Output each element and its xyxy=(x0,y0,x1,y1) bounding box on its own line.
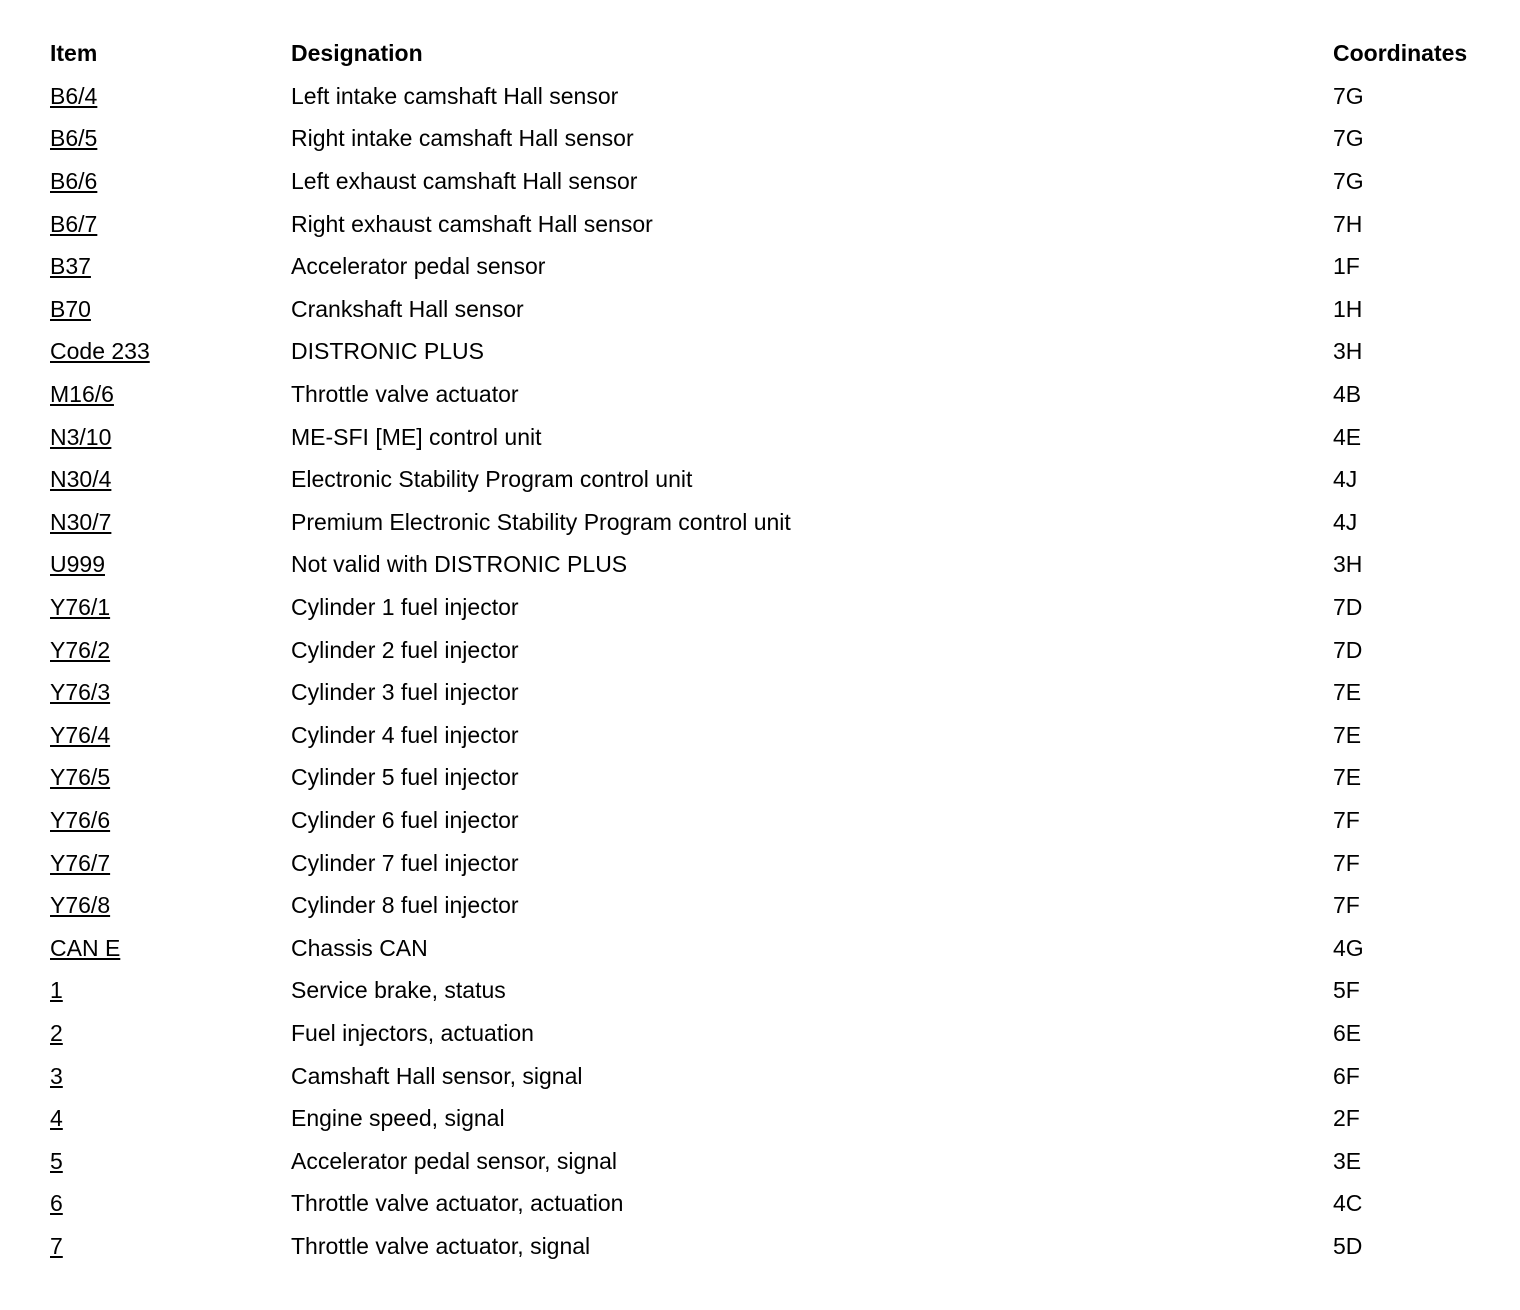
table-row xyxy=(50,799,1490,842)
coordinates-cell: 4G xyxy=(1333,934,1364,961)
item-link[interactable]: B6/7 xyxy=(50,210,98,237)
item-link[interactable]: B6/4 xyxy=(50,82,98,109)
item-cell xyxy=(50,1054,291,1097)
designation-cell: Right exhaust camshaft Hall sensor xyxy=(291,210,653,237)
coordinates-cell: 5D xyxy=(1333,1232,1363,1259)
item-link[interactable]: B70 xyxy=(50,295,91,322)
item-link[interactable]: Y76/5 xyxy=(50,764,111,791)
item-cell xyxy=(50,969,291,1012)
table-row xyxy=(50,373,1490,416)
legend-table xyxy=(50,32,1490,1267)
table-row xyxy=(50,415,1490,458)
item-link[interactable]: N30/4 xyxy=(50,466,112,493)
header-designation: Designation xyxy=(291,40,423,67)
table-row xyxy=(50,671,1490,714)
item-cell xyxy=(50,415,291,458)
header-item: Item xyxy=(50,40,98,67)
table-row xyxy=(50,1182,1490,1225)
coordinates-cell: 7F xyxy=(1333,892,1360,919)
legend-table-header xyxy=(50,32,1490,75)
item-cell xyxy=(50,1139,291,1182)
table-row xyxy=(50,75,1490,118)
table-row xyxy=(50,1012,1490,1055)
designation-cell: Premium Electronic Stability Program control unit xyxy=(291,508,791,535)
item-link[interactable]: 5 xyxy=(50,1147,63,1174)
coordinates-cell: 3E xyxy=(1333,1147,1362,1174)
designation-cell: Cylinder 8 fuel injector xyxy=(291,892,519,919)
item-cell xyxy=(50,458,291,501)
coordinates-cell: 7E xyxy=(1333,721,1362,748)
item-cell xyxy=(50,884,291,927)
table-row xyxy=(50,926,1490,969)
item-link[interactable]: Code 233 xyxy=(50,338,150,365)
item-link[interactable]: B6/5 xyxy=(50,125,98,152)
designation-cell: DISTRONIC PLUS xyxy=(291,338,484,365)
item-cell xyxy=(50,160,291,203)
designation-cell: Cylinder 5 fuel injector xyxy=(291,764,519,791)
item-link[interactable]: U999 xyxy=(50,551,105,578)
item-link[interactable]: Y76/3 xyxy=(50,679,111,706)
designation-cell: Fuel injectors, actuation xyxy=(291,1019,534,1046)
coordinates-cell: 7D xyxy=(1333,636,1363,663)
item-link[interactable]: M16/6 xyxy=(50,381,114,408)
item-link[interactable]: Y76/8 xyxy=(50,892,111,919)
item-link[interactable]: Y76/1 xyxy=(50,594,111,621)
designation-cell: Cylinder 6 fuel injector xyxy=(291,806,519,833)
table-row xyxy=(50,628,1490,671)
table-row xyxy=(50,884,1490,927)
item-cell xyxy=(50,628,291,671)
table-row xyxy=(50,756,1490,799)
item-link[interactable]: 2 xyxy=(50,1019,63,1046)
designation-cell: Left intake camshaft Hall sensor xyxy=(291,82,619,109)
table-row xyxy=(50,458,1490,501)
table-row xyxy=(50,841,1490,884)
table-row xyxy=(50,1139,1490,1182)
header-coordinates: Coordinates xyxy=(1333,40,1468,67)
coordinates-cell: 4C xyxy=(1333,1190,1363,1217)
item-cell xyxy=(50,117,291,160)
table-row xyxy=(50,969,1490,1012)
item-link[interactable]: 3 xyxy=(50,1062,63,1089)
item-cell xyxy=(50,288,291,331)
designation-cell: Accelerator pedal sensor, signal xyxy=(291,1147,618,1174)
table-row xyxy=(50,288,1490,331)
designation-cell: Right intake camshaft Hall sensor xyxy=(291,125,634,152)
designation-cell: ME-SFI [ME] control unit xyxy=(291,423,542,450)
designation-cell: Chassis CAN xyxy=(291,934,428,961)
item-cell xyxy=(50,543,291,586)
coordinates-cell: 7G xyxy=(1333,125,1364,152)
item-cell xyxy=(50,714,291,757)
coordinates-cell: 6E xyxy=(1333,1019,1362,1046)
coordinates-cell: 7E xyxy=(1333,764,1362,791)
item-cell xyxy=(50,75,291,118)
table-row xyxy=(50,330,1490,373)
coordinates-cell: 1F xyxy=(1333,253,1360,280)
item-cell xyxy=(50,799,291,842)
item-cell xyxy=(50,1097,291,1140)
coordinates-cell: 5F xyxy=(1333,977,1360,1004)
designation-cell: Throttle valve actuator, actuation xyxy=(291,1190,624,1217)
designation-cell: Cylinder 7 fuel injector xyxy=(291,849,519,876)
item-link[interactable]: N30/7 xyxy=(50,508,112,535)
table-row xyxy=(50,160,1490,203)
item-link[interactable]: 6 xyxy=(50,1190,63,1217)
designation-cell: Not valid with DISTRONIC PLUS xyxy=(291,551,628,578)
coordinates-cell: 7H xyxy=(1333,210,1363,237)
item-link[interactable]: B6/6 xyxy=(50,168,98,195)
designation-cell: Cylinder 4 fuel injector xyxy=(291,721,519,748)
item-cell xyxy=(50,202,291,245)
designation-cell: Cylinder 1 fuel injector xyxy=(291,594,519,621)
item-cell xyxy=(50,586,291,629)
designation-cell: Accelerator pedal sensor xyxy=(291,253,546,280)
coordinates-cell: 7E xyxy=(1333,679,1362,706)
coordinates-cell: 4B xyxy=(1333,381,1362,408)
item-cell xyxy=(50,756,291,799)
item-cell xyxy=(50,1182,291,1225)
coordinates-cell: 7F xyxy=(1333,806,1360,833)
designation-cell: Throttle valve actuator, signal xyxy=(291,1232,591,1259)
table-row xyxy=(50,543,1490,586)
item-link[interactable]: Y76/4 xyxy=(50,721,111,748)
item-link[interactable]: Y76/7 xyxy=(50,849,111,876)
item-cell xyxy=(50,926,291,969)
item-link[interactable]: 1 xyxy=(50,977,63,1004)
coordinates-cell: 7F xyxy=(1333,849,1360,876)
table-row xyxy=(50,1225,1490,1268)
item-cell xyxy=(50,1225,291,1268)
item-link[interactable]: N3/10 xyxy=(50,423,112,450)
table-row xyxy=(50,117,1490,160)
item-cell xyxy=(50,373,291,416)
header-row xyxy=(50,32,1490,75)
table-row xyxy=(50,245,1490,288)
designation-cell: Engine speed, signal xyxy=(291,1105,505,1132)
item-link[interactable]: Y76/6 xyxy=(50,806,111,833)
item-link[interactable]: 7 xyxy=(50,1232,63,1259)
designation-cell: Left exhaust camshaft Hall sensor xyxy=(291,168,638,195)
item-link[interactable]: Y76/2 xyxy=(50,636,111,663)
coordinates-cell: 4E xyxy=(1333,423,1362,450)
item-link[interactable]: B37 xyxy=(50,253,91,280)
table-row xyxy=(50,202,1490,245)
coordinates-cell: 7G xyxy=(1333,168,1364,195)
coordinates-cell: 3H xyxy=(1333,551,1363,578)
item-link[interactable]: 4 xyxy=(50,1105,63,1132)
coordinates-cell: 4J xyxy=(1333,508,1358,535)
coordinates-cell: 1H xyxy=(1333,295,1363,322)
designation-cell: Electronic Stability Program control unit xyxy=(291,466,693,493)
item-cell xyxy=(50,501,291,544)
item-link[interactable]: CAN E xyxy=(50,934,121,961)
legend-table-body xyxy=(50,75,1490,1268)
item-cell xyxy=(50,330,291,373)
designation-cell: Cylinder 3 fuel injector xyxy=(291,679,519,706)
designation-cell: Service brake, status xyxy=(291,977,506,1004)
item-cell xyxy=(50,841,291,884)
coordinates-cell: 7G xyxy=(1333,82,1364,109)
coordinates-cell: 3H xyxy=(1333,338,1363,365)
table-row xyxy=(50,714,1490,757)
table-row xyxy=(50,501,1490,544)
item-cell xyxy=(50,671,291,714)
table-row xyxy=(50,1097,1490,1140)
designation-cell: Cylinder 2 fuel injector xyxy=(291,636,519,663)
coordinates-cell: 2F xyxy=(1333,1105,1360,1132)
designation-cell: Crankshaft Hall sensor xyxy=(291,295,524,322)
coordinates-cell: 7D xyxy=(1333,594,1363,621)
table-row xyxy=(50,1054,1490,1097)
coordinates-cell: 4J xyxy=(1333,466,1358,493)
coordinates-cell: 6F xyxy=(1333,1062,1360,1089)
designation-cell: Camshaft Hall sensor, signal xyxy=(291,1062,583,1089)
item-cell xyxy=(50,245,291,288)
table-row xyxy=(50,586,1490,629)
item-cell xyxy=(50,1012,291,1055)
designation-cell: Throttle valve actuator xyxy=(291,381,519,408)
